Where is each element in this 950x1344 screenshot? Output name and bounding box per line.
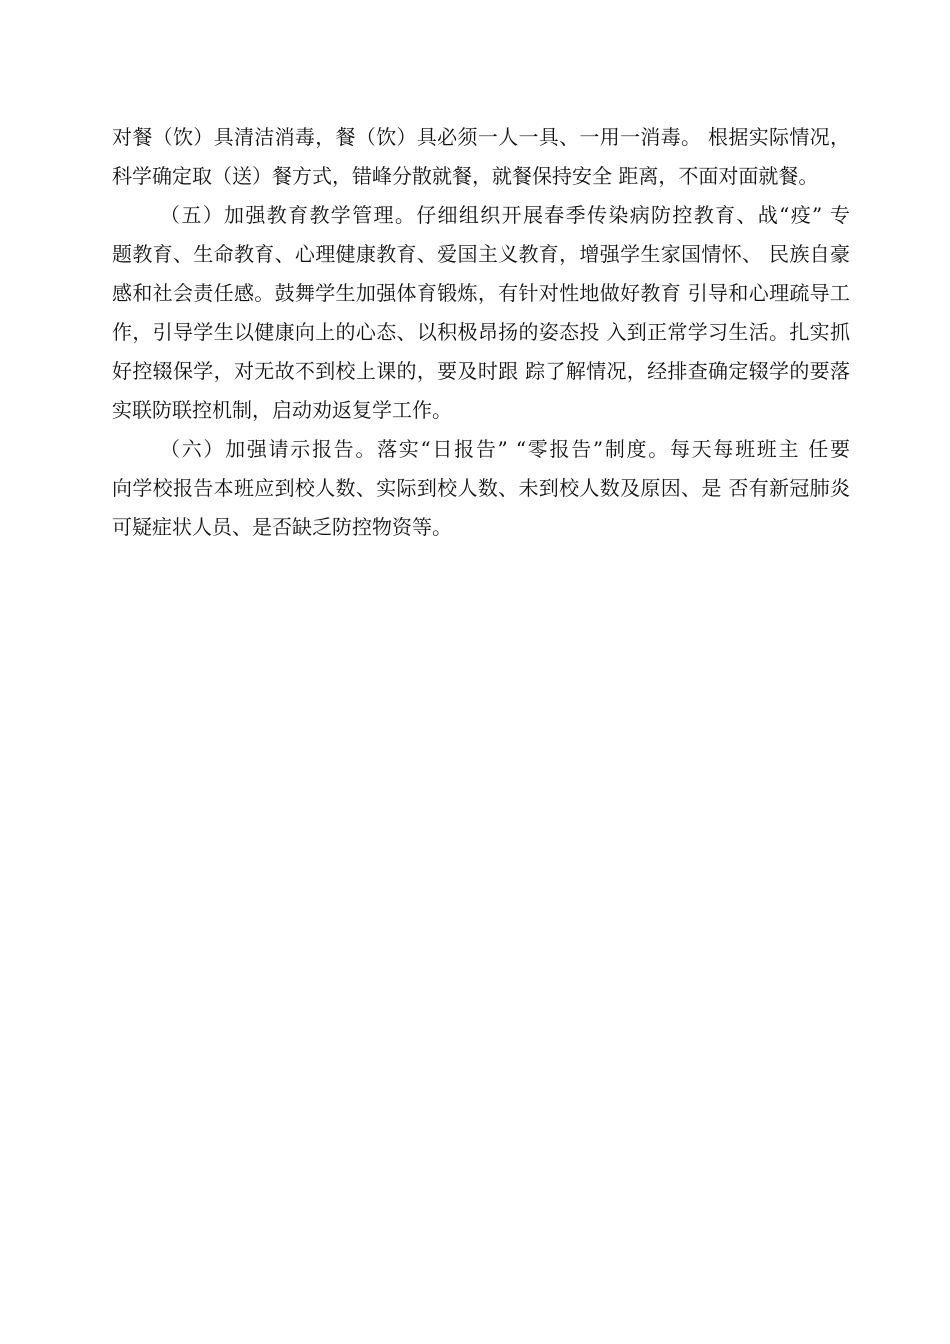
text-line: 题教育、生命教育、心理健康教育、爱国主义教育，增强学生家国情怀、 民族自豪 <box>112 242 850 266</box>
paragraph-dining-disinfection <box>112 118 850 196</box>
text-line-indented: （六）加强请示报告。落实“日报告” “零报告”制度。每天每班班主 任要 <box>160 437 850 461</box>
paragraph-education-management <box>112 196 850 430</box>
text-line: 向学校报告本班应到校人数、实际到校人数、未到校人数及原因、是 否有新冠肺炎 <box>112 476 850 500</box>
text-line: 可疑症状人员、是否缺乏防控物资等。 <box>112 515 452 539</box>
text-line: 感和社会责任感。鼓舞学生加强体育锻炼，有针对性地做好教育 引导和心理疏导工 <box>112 281 850 305</box>
text-line: 作，引导学生以健康向上的心态、以积极昂扬的姿态投 入到正常学习生活。扎实抓 <box>112 320 850 344</box>
text-line: 科学确定取（送）餐方式，错峰分散就餐，就餐保持安全 距离，不面对面就餐。 <box>112 164 819 188</box>
text-line: 对餐（饮）具清洁消毒，餐（饮）具必须一人一具、一用一消毒。 根据实际情况， <box>112 125 850 149</box>
paragraph-reporting <box>112 430 850 547</box>
text-line: 实联防联控机制，启动劝返复学工作。 <box>112 398 452 422</box>
document-body <box>112 118 850 547</box>
text-line-indented: （五）加强教育教学管理。仔细组织开展春季传染病防控教育、战“疫” 专 <box>160 203 850 227</box>
text-line: 好控辍保学，对无故不到校上课的，要及时跟 踪了解情况，经排查确定辍学的要落 <box>112 359 850 383</box>
